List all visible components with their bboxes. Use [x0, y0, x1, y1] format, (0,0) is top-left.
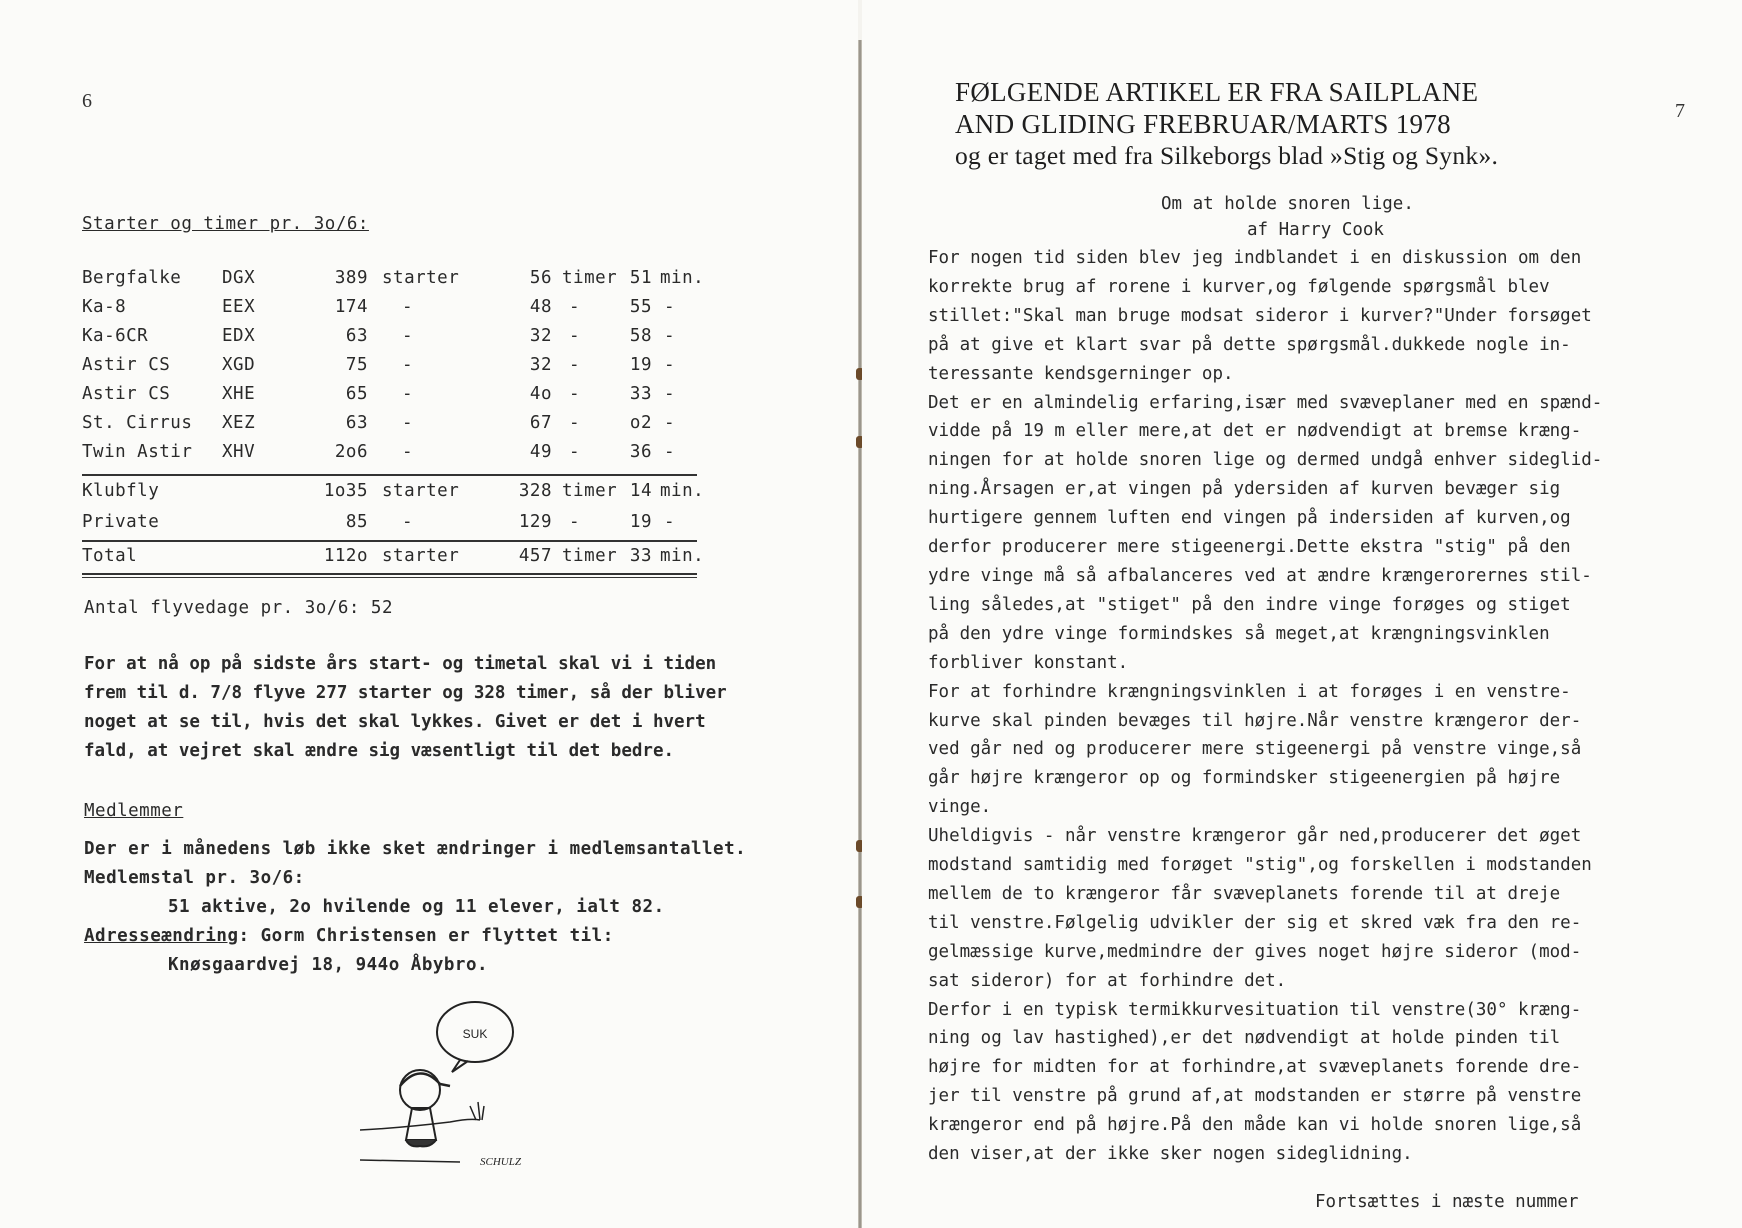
hours-value: 4o	[529, 384, 552, 404]
charlie-brown-cartoon	[360, 990, 560, 1190]
minutes-value: 19	[629, 512, 652, 532]
subtotal-row	[82, 477, 705, 508]
starts-unit: -	[402, 297, 414, 317]
body-line: modstand samtidig med forøget "stig",og forskellen i modstanden	[928, 855, 1592, 876]
glider-registration: XHE	[222, 384, 256, 404]
table-row	[82, 322, 697, 351]
minutes-unit: -	[664, 384, 676, 404]
body-line: højre for midten for at forhindre,at svæveplanets forende dre-	[928, 1057, 1582, 1078]
minutes-value: 33	[629, 546, 652, 566]
body-line: kurve skal pinden bevæges til højre.Når venstre krængeror der-	[928, 710, 1582, 731]
members-count: 51 aktive, 2o hvilende og 11 elever, ialt 82.	[168, 897, 665, 917]
starts-unit: -	[402, 413, 414, 433]
body-line: ningen for at holde snoren lige og dermed undgå enhver sideglid-	[928, 450, 1603, 471]
table-row	[82, 264, 705, 293]
body-line: jer til venstre på grund af,at modstanden er større på venstre	[928, 1086, 1582, 1107]
minutes-value: 58	[629, 326, 652, 346]
body-line: stillet:"Skal man bruge modsat sideror i kurver?"Under forsøget	[928, 305, 1592, 326]
hours-value: 457	[518, 546, 552, 566]
ground-line	[360, 1160, 460, 1162]
hours-unit: -	[569, 442, 581, 462]
body-line: gelmæssige kurve,medmindre der gives noget højre sideror (mod-	[928, 941, 1582, 962]
hours-unit: -	[569, 384, 581, 404]
total-row	[82, 542, 705, 571]
starts-unit: -	[402, 355, 414, 375]
page-number: 7	[1675, 100, 1685, 122]
starts-unit: -	[402, 326, 414, 346]
body-line: teressante kendsgerninger op.	[928, 363, 1234, 384]
minutes-value: 36	[629, 442, 652, 462]
minutes-value: 14	[629, 481, 652, 501]
starts-unit: starter	[382, 268, 460, 288]
body-line: hurtigere gennem luften end vingen på indersiden af kurven,og	[928, 508, 1571, 529]
body-line: ning og lav hastighed),er det nødvendigt at holde pinden til	[928, 1028, 1561, 1049]
body-line: sat sideror) for at forhindre det.	[928, 970, 1287, 991]
character-head	[400, 1070, 440, 1110]
table-row	[82, 380, 697, 409]
cartoon-signature: SCHULZ	[480, 1156, 521, 1168]
body-line: forbliver konstant.	[928, 652, 1129, 673]
body-line: ling således,at "stiget" på den indre vinge forøges og stiget	[928, 594, 1571, 615]
starts-value: 2o6	[334, 442, 368, 462]
body-line: ved går ned og producerer mere stigeenergi på venstre vinge,så	[928, 739, 1582, 760]
minutes-value: 55	[629, 297, 652, 317]
body-line: til venstre.Følgelig udvikler der sig et skred væk fra den re-	[928, 912, 1582, 933]
body-line: mellem de to krængeror får svæveplanets forende til at dreje	[928, 883, 1561, 904]
stats-table	[82, 264, 705, 566]
glider-name: St. Cirrus	[82, 413, 193, 433]
body-line: på den ydre vinge formindskes så meget,at krængningsvinklen	[928, 623, 1550, 644]
paragraph-line: fald, at vejret skal ændre sig væsentligt til det bedre.	[84, 741, 675, 761]
body-line: den viser,at der ikke sker nogen sideglidning.	[928, 1144, 1413, 1165]
table-rule	[82, 573, 697, 575]
subtotal-name: Klubfly	[82, 481, 160, 501]
starts-value: 63	[345, 413, 368, 433]
body-line: derfor producerer mere stigeenergi.Dette ekstra "stig" på den	[928, 537, 1571, 558]
hours-unit: -	[569, 355, 581, 375]
minutes-unit: min.	[660, 268, 705, 288]
body-line: For at forhindre krængningsvinklen i at forøges i en venstre-	[928, 681, 1571, 702]
body-line: Derfor i en typisk termikkurvesituation til venstre(30° kræng-	[928, 999, 1582, 1020]
minutes-unit: -	[664, 297, 676, 317]
glider-registration: XGD	[222, 355, 256, 375]
starts-unit: starter	[382, 481, 460, 501]
article-author: af Harry Cook	[1247, 220, 1384, 240]
body-line: vinge.	[928, 797, 992, 818]
starts-value: 174	[334, 297, 368, 317]
stats-heading: Starter og timer pr. 3o/6:	[82, 214, 369, 234]
hours-unit: -	[569, 326, 581, 346]
hours-unit: timer	[562, 268, 618, 288]
minutes-unit: -	[664, 355, 676, 375]
banner-line: og er taget med fra Silkeborgs blad »Stig og Synk».	[955, 141, 1499, 170]
starts-value: 65	[345, 384, 368, 404]
body-line: korrekte brug af rorene i kurver,og følgende spørgsmål blev	[928, 276, 1550, 297]
starts-unit: starter	[382, 546, 460, 566]
continued-note: Fortsættes i næste nummer	[1315, 1192, 1579, 1212]
subtotal-row	[82, 508, 697, 539]
page-number: 6	[82, 90, 92, 112]
table-row	[82, 351, 697, 380]
minutes-unit: -	[664, 413, 676, 433]
hours-unit: timer	[562, 481, 618, 501]
table-rule	[82, 474, 697, 476]
table-row	[82, 293, 697, 322]
table-row	[82, 438, 697, 467]
body-line: Det er en almindelig erfaring,især med svæveplaner med en spænd-	[928, 392, 1603, 413]
members-count-label: Medlemstal pr. 3o/6:	[84, 868, 305, 888]
starts-value: 112o	[323, 546, 368, 566]
glider-registration: XEZ	[222, 413, 256, 433]
hours-unit: -	[569, 297, 581, 317]
hours-value: 328	[518, 481, 552, 501]
hours-unit: -	[569, 413, 581, 433]
body-line: Uheldigvis - når venstre krængeror går ned,producerer det øget	[928, 826, 1582, 847]
body-line: krængeror end på højre.På den måde kan vi holde snoren lige,så	[928, 1115, 1582, 1136]
minutes-value: 51	[629, 268, 652, 288]
body-line: For nogen tid siden blev jeg indblandet i en diskussion om den	[928, 248, 1582, 268]
banner-line: FØLGENDE ARTIKEL ER FRA SAILPLANE	[955, 77, 1479, 107]
minutes-unit: -	[664, 442, 676, 462]
hours-value: 56	[529, 268, 552, 288]
minutes-unit: -	[664, 326, 676, 346]
glider-name: Ka-8	[82, 297, 127, 317]
starts-unit: -	[402, 442, 414, 462]
glider-name: Astir CS	[82, 355, 171, 375]
minutes-unit: -	[664, 512, 676, 532]
body-line: går højre krængeror op og formindsker stigeenergien på højre	[928, 768, 1561, 789]
glider-registration: EEX	[222, 297, 256, 317]
starts-value: 75	[345, 355, 368, 375]
members-heading: Medlemmer	[84, 801, 184, 821]
minutes-value: 33	[629, 384, 652, 404]
address-change	[84, 926, 614, 946]
table-row	[82, 409, 697, 438]
starts-unit: -	[402, 512, 414, 532]
total-name: Total	[82, 546, 138, 566]
address-label: Adresseændring	[84, 926, 239, 946]
hours-value: 67	[529, 413, 552, 433]
minutes-unit: min.	[660, 481, 705, 501]
body-line: ydre vinge må så afbalanceres ved at ændre krængerorernes stil-	[928, 565, 1592, 586]
paragraph-line: For at nå op på sidste års start- og timetal skal vi i tiden	[84, 654, 717, 674]
article-title: Om at holde snoren lige.	[1161, 194, 1414, 214]
hours-value: 129	[518, 512, 552, 532]
banner-line: AND GLIDING FREBRUAR/MARTS 1978	[955, 109, 1451, 139]
hours-unit: timer	[562, 546, 618, 566]
glider-name: Astir CS	[82, 384, 171, 404]
table-rule	[82, 577, 697, 578]
speech-bubble-tail	[452, 1060, 468, 1072]
glider-registration: DGX	[222, 268, 256, 288]
hours-value: 32	[529, 326, 552, 346]
starts-value: 1o35	[323, 481, 368, 501]
hours-value: 48	[529, 297, 552, 317]
goal-paragraph	[84, 650, 824, 766]
flying-days: Antal flyvedage pr. 3o/6: 52	[84, 598, 394, 618]
speech-text: SUK	[462, 1027, 488, 1041]
body-line: ning.Årsagen er,at vingen på ydersiden af kurven bevæger sig	[928, 479, 1561, 500]
grass-tuft	[470, 1102, 484, 1120]
starts-value: 389	[334, 268, 368, 288]
glider-name: Twin Astir	[82, 442, 193, 462]
fence-line	[360, 1119, 480, 1130]
left-page	[0, 0, 858, 1228]
character-feet	[406, 1140, 436, 1146]
glider-registration: EDX	[222, 326, 256, 346]
hours-value: 49	[529, 442, 552, 462]
subtotal-name: Private	[82, 512, 160, 532]
members-line: Der er i månedens løb ikke sket ændringer i medlemsantallet.	[84, 839, 747, 859]
minutes-value: 19	[629, 355, 652, 375]
paragraph-line: noget at se til, hvis det skal lykkes. Givet er det i hvert	[84, 712, 706, 732]
hours-unit: -	[569, 512, 581, 532]
minutes-value: o2	[629, 413, 652, 433]
starts-value: 85	[345, 512, 368, 532]
address-line: Knøsgaardvej 18, 944o Åbybro.	[168, 955, 489, 975]
glider-name: Ka-6CR	[82, 326, 149, 346]
paragraph-line: frem til d. 7/8 flyve 277 starter og 328 timer, så der bliver	[84, 683, 727, 703]
glider-registration: XHV	[222, 442, 256, 462]
body-line: på at give et klart svar på dette spørgsmål.dukkede nogle in-	[928, 334, 1571, 355]
body-line: vidde på 19 m eller mere,at det er nødvendigt at bremse kræng-	[928, 421, 1582, 442]
address-text: : Gorm Christensen er flyttet til:	[238, 926, 614, 946]
glider-name: Bergfalke	[82, 268, 182, 288]
article-body	[928, 244, 1688, 1169]
starts-value: 63	[345, 326, 368, 346]
starts-unit: -	[402, 384, 414, 404]
article-banner	[955, 76, 1498, 172]
hours-value: 32	[529, 355, 552, 375]
minutes-unit: min.	[660, 546, 705, 566]
